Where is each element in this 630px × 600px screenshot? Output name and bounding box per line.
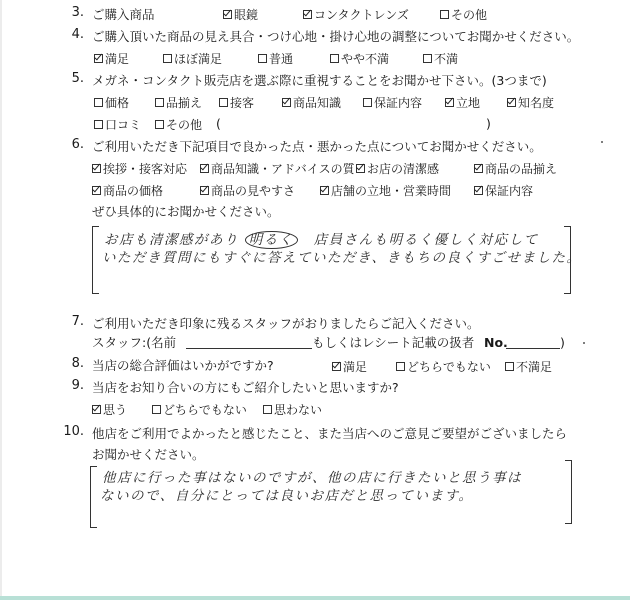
checkbox-icon[interactable] (440, 10, 449, 19)
checkbox-icon[interactable] (152, 405, 161, 414)
page-bottom-border (0, 596, 630, 600)
checkbox-icon[interactable] (94, 54, 103, 63)
q10-answer-bracket-right (565, 460, 572, 524)
scan-speck (583, 342, 585, 344)
checkbox-icon[interactable] (94, 120, 103, 129)
checkbox-icon[interactable] (396, 362, 405, 371)
q9-option-no[interactable]: 思わない (263, 401, 322, 418)
checkbox-icon[interactable] (303, 10, 312, 19)
q6-prompt: ぜひ具体的にお聞かせください。 (92, 204, 280, 219)
q4-option-satisfied[interactable]: 満足 (94, 50, 129, 67)
q4-number: 4. (71, 27, 84, 42)
q10-answer-line2: ないので、自分にとっては良いお店だと思っています。 (100, 488, 474, 504)
q10-answer-line1: 他店に行った事はないのですが、他の店に行きたいと思う事は (102, 470, 522, 486)
checkbox-icon[interactable] (163, 54, 172, 63)
checkbox-icon[interactable] (282, 98, 291, 107)
q9-text: 当店をお知り合いの方にもご紹介したいと思いますか? (92, 380, 399, 395)
checkbox-icon[interactable] (258, 54, 267, 63)
scan-edge (0, 0, 2, 600)
q4-option-normal[interactable]: 普通 (258, 50, 293, 67)
q9-option-neutral[interactable]: どちらでもない (152, 401, 247, 418)
checkbox-icon[interactable] (507, 98, 516, 107)
checkbox-icon[interactable] (219, 98, 228, 107)
q10-text2: お聞かせください。 (92, 447, 205, 462)
q7-staff-label: スタッフ:(名前 (92, 335, 177, 350)
checkbox-icon[interactable] (92, 186, 101, 195)
q7-number: 7. (71, 314, 84, 329)
checkbox-icon[interactable] (474, 186, 483, 195)
q7-name-input[interactable] (186, 348, 312, 349)
q6-answer-line2: いただき質問にもすぐに答えていただき、きもちの良くすごせました。 (102, 250, 582, 266)
q6-option-location-hours[interactable]: 店舗の立地・営業時間 (320, 182, 451, 199)
q5-option-location[interactable]: 立地 (445, 94, 480, 111)
checkbox-icon[interactable] (92, 405, 101, 414)
q6-option-cleanliness[interactable]: お店の清潔感 (356, 160, 439, 177)
q3-option-other[interactable]: その他 (440, 6, 487, 23)
checkbox-icon[interactable] (200, 186, 209, 195)
q10-number: 10. (63, 424, 84, 439)
q9-number: 9. (71, 378, 84, 393)
checkbox-icon[interactable] (155, 98, 164, 107)
q5-option-selection[interactable]: 品揃え (155, 94, 202, 111)
q6-option-warranty[interactable]: 保証内容 (474, 182, 533, 199)
checkbox-icon[interactable] (155, 120, 164, 129)
q6-option-price[interactable]: 商品の価格 (92, 182, 163, 199)
q4-option-dissatisfied[interactable]: 不満 (423, 50, 458, 67)
q3-option-contacts[interactable]: コンタクトレンズ (303, 6, 409, 23)
checkbox-icon[interactable] (423, 54, 432, 63)
q5-option-price[interactable]: 価格 (94, 94, 129, 111)
checkbox-icon[interactable] (505, 362, 514, 371)
checkbox-icon[interactable] (363, 98, 372, 107)
q6-answer-field[interactable] (98, 222, 582, 292)
q6-option-greeting[interactable]: 挨拶・接客対応 (92, 160, 187, 177)
q6-number: 6. (71, 137, 84, 152)
q9-option-yes[interactable]: 思う (92, 401, 127, 418)
checkbox-icon[interactable] (223, 10, 232, 19)
q6-answer-circled: 明るく (245, 231, 298, 249)
q7-no-input[interactable] (506, 348, 560, 349)
q8-number: 8. (71, 356, 84, 371)
checkbox-icon[interactable] (94, 98, 103, 107)
q8-text: 当店の総合評価はいかがですか? (92, 358, 274, 373)
q8-option-satisfied[interactable]: 満足 (332, 358, 367, 375)
q5-option-recognition[interactable]: 知名度 (507, 94, 554, 111)
q5-option-service[interactable]: 接客 (219, 94, 254, 111)
q7-close-paren: ) (560, 335, 565, 350)
q6-option-visibility[interactable]: 商品の見やすさ (200, 182, 295, 199)
q8-option-neutral[interactable]: どちらでもない (396, 358, 491, 375)
checkbox-icon[interactable] (332, 362, 341, 371)
q6-answer-line1-b: 店員さんも明るく優しく対応して (313, 232, 539, 248)
q5-option-knowledge[interactable]: 商品知識 (282, 94, 341, 111)
checkbox-icon[interactable] (92, 164, 101, 173)
q7-no-label: No. (484, 335, 508, 350)
q6-option-advice[interactable]: 商品知識・アドバイスの質 (200, 160, 355, 177)
q4-text: ご購入頂いた商品の見え具合・つけ心地・掛け心地の調整についてお聞かせください。 (92, 29, 580, 44)
q3-number: 3. (71, 5, 84, 20)
checkbox-icon[interactable] (474, 164, 483, 173)
q5-option-other[interactable]: その他 (155, 116, 202, 133)
q3-text: ご購入商品 (92, 7, 155, 22)
q6-answer-line1-a: お店も清潔感があり (104, 232, 239, 248)
checkbox-icon[interactable] (356, 164, 365, 173)
q4-option-mostly[interactable]: ほぼ満足 (163, 50, 222, 67)
checkbox-icon[interactable] (445, 98, 454, 107)
q6-option-selection[interactable]: 商品の品揃え (474, 160, 557, 177)
q10-text: 他店をご利用でよかったと感じたこと、また当店へのご意見ご要望がございましたら (92, 426, 568, 441)
q4-option-slightly-dissatisfied[interactable]: やや不満 (330, 50, 389, 67)
q5-number: 5. (71, 71, 84, 86)
q8-option-dissatisfied[interactable]: 不満足 (505, 358, 552, 375)
q5-text: メガネ・コンタクト販売店を選ぶ際に重視することをお聞かせ下さい。(3つまで) (92, 73, 547, 88)
checkbox-icon[interactable] (263, 405, 272, 414)
q6-text: ご利用いただき下記項目で良かった点・悪かった点についてお聞かせください。 (92, 139, 542, 154)
q5-option-reviews[interactable]: 口コミ (94, 116, 141, 133)
checkbox-icon[interactable] (330, 54, 339, 63)
checkbox-icon[interactable] (200, 164, 209, 173)
q5-option-warranty[interactable]: 保証内容 (363, 94, 422, 111)
q10-answer-field[interactable] (96, 462, 564, 526)
q5-paren-open: ( (216, 116, 221, 131)
q7-or-receipt: もしくはレシート記載の扱者 (312, 335, 475, 350)
checkbox-icon[interactable] (320, 186, 329, 195)
q5-paren-close: ) (486, 116, 491, 131)
q3-option-glasses[interactable]: 眼鏡 (223, 6, 258, 23)
scan-speck (601, 141, 603, 143)
q7-text: ご利用いただき印象に残るスタッフがおりましたらご記入ください。 (92, 316, 480, 331)
